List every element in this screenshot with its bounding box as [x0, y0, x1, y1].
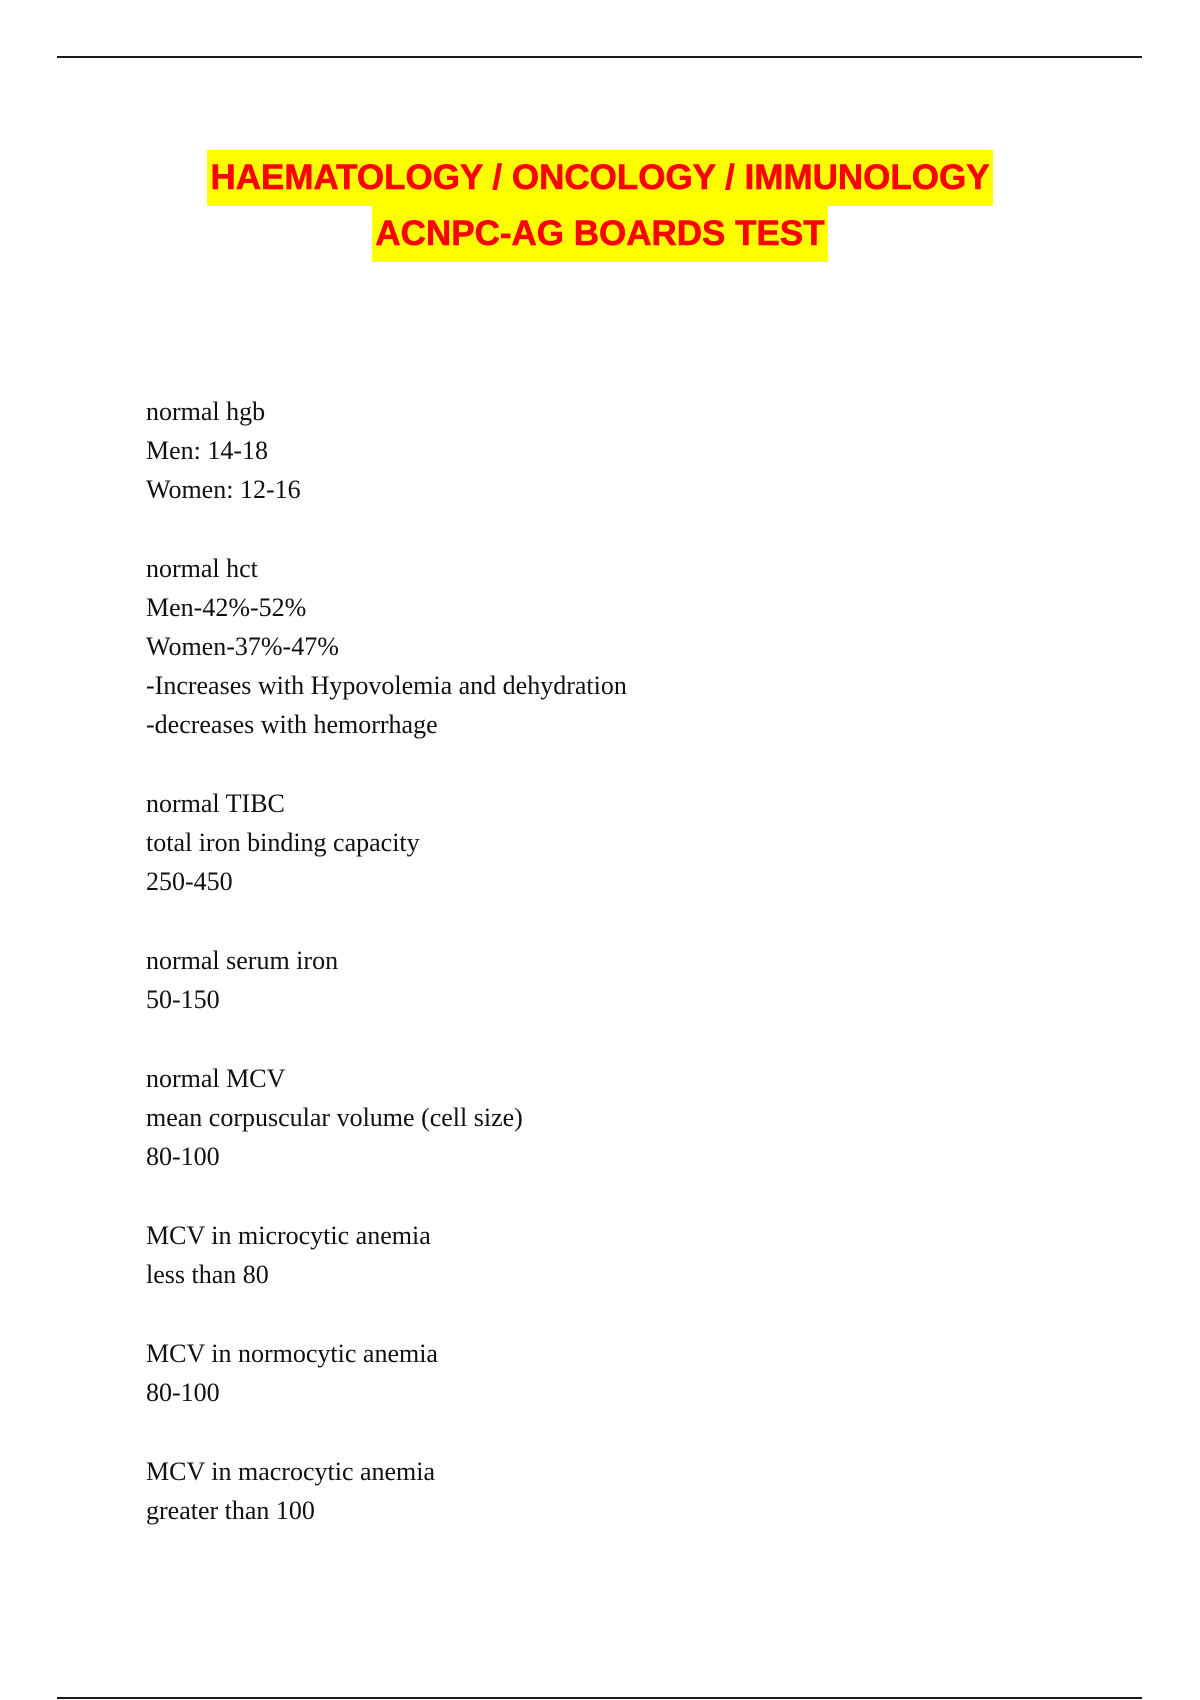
flashcard-answer-line: less than 80	[146, 1260, 269, 1289]
flashcard-entry	[146, 1334, 1126, 1412]
flashcard-entry	[146, 1216, 1126, 1294]
flashcard-question: normal MCV	[146, 1064, 286, 1093]
flashcard-answer-line: Men: 14-18	[146, 436, 269, 465]
flashcard-answer-line: Women: 12-16	[146, 475, 301, 504]
flashcard-entry	[146, 941, 1126, 1019]
title-line-1-wrapper	[0, 150, 1200, 206]
flashcard-question: normal hgb	[146, 397, 266, 426]
bottom-rule	[57, 1697, 1142, 1699]
flashcard-answer-line: total iron binding capacity	[146, 828, 420, 857]
flashcard-answer-line: -decreases with hemorrhage	[146, 710, 438, 739]
flashcard-entry	[146, 1059, 1126, 1176]
flashcard-answer-line: greater than 100	[146, 1496, 315, 1525]
top-rule	[57, 56, 1142, 58]
flashcard-question: normal TIBC	[146, 789, 285, 818]
flashcard-answer-line: -Increases with Hypovolemia and dehydration	[146, 671, 627, 700]
title-line-2-wrapper	[0, 206, 1200, 262]
flashcard-question: MCV in normocytic anemia	[146, 1339, 438, 1368]
flashcard-question: normal serum iron	[146, 946, 339, 975]
flashcard-answer-line: 50-150	[146, 985, 220, 1014]
flashcard-answer-line: 80-100	[146, 1142, 220, 1171]
document-title	[0, 150, 1200, 262]
flashcard-answer-line: Men-42%-52%	[146, 593, 307, 622]
flashcard-question: MCV in macrocytic anemia	[146, 1457, 436, 1486]
title-line-1: HAEMATOLOGY / ONCOLOGY / IMMUNOLOGY	[207, 150, 992, 206]
flashcard-entry	[146, 392, 1126, 509]
flashcard-entry	[146, 549, 1126, 744]
title-line-2: ACNPC-AG BOARDS TEST	[372, 206, 827, 262]
flashcard-question: MCV in microcytic anemia	[146, 1221, 431, 1250]
flashcard-list	[146, 392, 1126, 1570]
flashcard-entry	[146, 1452, 1126, 1530]
flashcard-answer-line: mean corpuscular volume (cell size)	[146, 1103, 523, 1132]
flashcard-question: normal hct	[146, 554, 258, 583]
flashcard-answer-line: 250-450	[146, 867, 233, 896]
flashcard-answer-line: Women-37%-47%	[146, 632, 339, 661]
flashcard-answer-line: 80-100	[146, 1378, 220, 1407]
flashcard-entry	[146, 784, 1126, 901]
